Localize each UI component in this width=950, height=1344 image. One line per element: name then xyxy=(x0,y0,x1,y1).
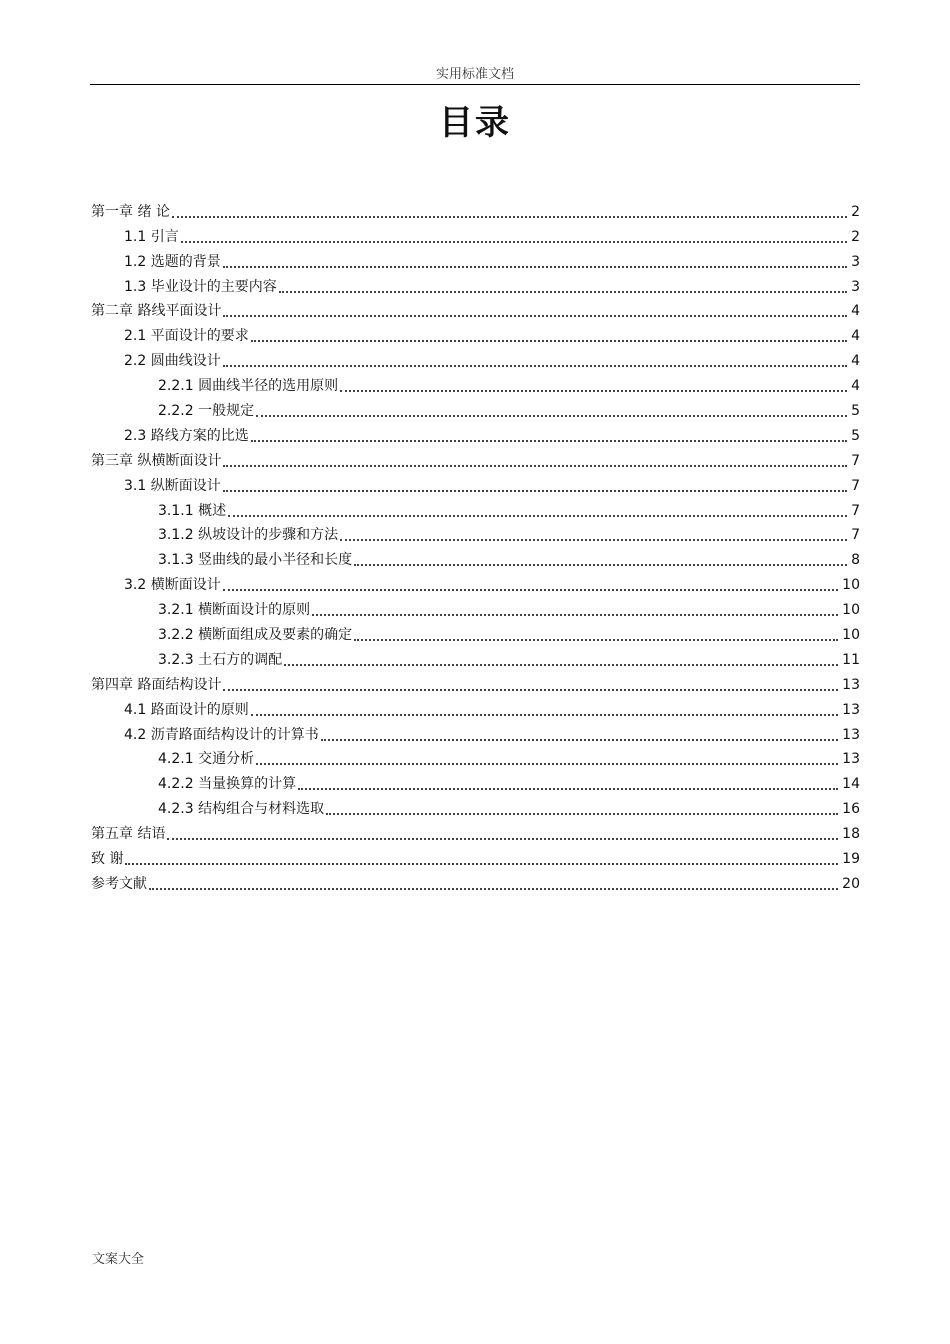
toc-dot-leader xyxy=(354,564,847,566)
toc-entry-page-number: 7 xyxy=(851,477,860,494)
toc-entry[interactable] xyxy=(91,571,860,596)
toc-entry-label: 2.2.1 圆曲线半径的选用原则 xyxy=(158,378,339,395)
toc-entry-page-number: 4 xyxy=(851,328,860,345)
toc-dot-leader xyxy=(181,241,847,243)
toc-entry-label: 3.1.1 概述 xyxy=(158,502,227,519)
toc-dot-leader xyxy=(223,465,847,467)
toc-entry[interactable] xyxy=(91,721,860,746)
toc-entry-page-number: 7 xyxy=(851,527,860,544)
toc-entry-label: 1.3 毕业设计的主要内容 xyxy=(124,278,277,295)
toc-entry[interactable] xyxy=(91,746,860,771)
toc-entry-page-number: 10 xyxy=(842,602,860,619)
toc-entry-label: 3.1 纵断面设计 xyxy=(124,477,221,494)
toc-entry-label: 第四章 路面结构设计 xyxy=(91,676,222,693)
toc-entry-page-number: 7 xyxy=(851,502,860,519)
toc-entry-page-number: 3 xyxy=(851,253,860,270)
toc-entry-label: 第三章 纵横断面设计 xyxy=(91,452,222,469)
toc-entry-label: 2.2 圆曲线设计 xyxy=(124,353,221,370)
toc-entry[interactable] xyxy=(91,198,860,223)
toc-dot-leader xyxy=(251,714,838,716)
toc-entry[interactable] xyxy=(91,472,860,497)
toc-dot-leader xyxy=(223,689,838,691)
toc-entry[interactable] xyxy=(91,671,860,696)
toc-entry-label: 4.2 沥青路面结构设计的计算书 xyxy=(124,726,319,743)
toc-dot-leader xyxy=(312,614,838,616)
toc-dot-leader xyxy=(279,291,847,293)
toc-entry-label: 第一章 绪 论 xyxy=(91,203,170,220)
toc-entry-page-number: 20 xyxy=(842,875,860,892)
toc-dot-leader xyxy=(321,739,838,741)
toc-entry-label: 3.2.3 土石方的调配 xyxy=(158,651,283,668)
toc-entry[interactable] xyxy=(91,372,860,397)
toc-entry-label: 4.2.1 交通分析 xyxy=(158,751,255,768)
toc-entry-label: 4.2.3 结构组合与材料选取 xyxy=(158,801,325,818)
toc-entry[interactable] xyxy=(91,397,860,422)
toc-dot-leader xyxy=(149,888,838,890)
toc-entry-page-number: 4 xyxy=(851,378,860,395)
toc-entry[interactable] xyxy=(91,795,860,820)
toc-entry-page-number: 2 xyxy=(851,228,860,245)
toc-entry[interactable] xyxy=(91,522,860,547)
toc-entry[interactable] xyxy=(91,596,860,621)
toc-dot-leader xyxy=(251,340,847,342)
toc-entry[interactable] xyxy=(91,646,860,671)
toc-entry-label: 2.3 路线方案的比选 xyxy=(124,427,249,444)
toc-entry-page-number: 19 xyxy=(842,851,860,868)
table-of-contents xyxy=(91,198,860,895)
toc-entry[interactable] xyxy=(91,248,860,273)
toc-entry-page-number: 13 xyxy=(842,701,860,718)
toc-entry[interactable] xyxy=(91,447,860,472)
toc-entry-page-number: 7 xyxy=(851,452,860,469)
toc-entry-page-number: 10 xyxy=(842,577,860,594)
toc-entry-page-number: 18 xyxy=(842,826,860,843)
toc-entry[interactable] xyxy=(91,845,860,870)
toc-dot-leader xyxy=(256,415,847,417)
toc-entry-label: 参考文献 xyxy=(91,875,147,892)
toc-dot-leader xyxy=(340,390,847,392)
page-header: 实用标准文档 xyxy=(90,66,860,85)
toc-entry[interactable] xyxy=(91,621,860,646)
toc-dot-leader xyxy=(223,589,838,591)
toc-entry[interactable] xyxy=(91,497,860,522)
toc-entry-page-number: 8 xyxy=(851,552,860,569)
toc-entry-label: 4.2.2 当量换算的计算 xyxy=(158,776,297,793)
toc-entry-page-number: 4 xyxy=(851,353,860,370)
page-footer: 文案大全 xyxy=(92,1252,145,1267)
toc-dot-leader xyxy=(326,813,838,815)
toc-entry[interactable] xyxy=(91,546,860,571)
toc-dot-leader xyxy=(223,490,847,492)
toc-dot-leader xyxy=(172,216,847,218)
toc-entry-page-number: 5 xyxy=(851,427,860,444)
toc-dot-leader xyxy=(125,863,838,865)
toc-dot-leader xyxy=(256,763,838,765)
toc-entry-label: 第五章 结语 xyxy=(91,826,166,843)
toc-dot-leader xyxy=(340,539,847,541)
toc-entry[interactable] xyxy=(91,273,860,298)
toc-entry[interactable] xyxy=(91,820,860,845)
toc-entry-page-number: 10 xyxy=(842,627,860,644)
toc-dot-leader xyxy=(223,266,847,268)
toc-entry[interactable] xyxy=(91,870,860,895)
toc-dot-leader xyxy=(167,838,838,840)
toc-dot-leader xyxy=(223,365,847,367)
toc-entry-label: 致 谢 xyxy=(91,851,124,868)
toc-entry-page-number: 13 xyxy=(842,751,860,768)
toc-entry-label: 3.1.2 纵坡设计的步骤和方法 xyxy=(158,527,339,544)
toc-entry-page-number: 11 xyxy=(842,651,860,668)
toc-entry-label: 4.1 路面设计的原则 xyxy=(124,701,249,718)
toc-entry-page-number: 4 xyxy=(851,303,860,320)
toc-entry-label: 3.2.1 横断面设计的原则 xyxy=(158,602,311,619)
toc-entry-label: 3.2 横断面设计 xyxy=(124,577,221,594)
toc-entry-label: 3.1.3 竖曲线的最小半径和长度 xyxy=(158,552,353,569)
toc-entry[interactable] xyxy=(91,322,860,347)
toc-entry[interactable] xyxy=(91,422,860,447)
toc-dot-leader xyxy=(228,515,847,517)
toc-entry-page-number: 13 xyxy=(842,676,860,693)
toc-entry-page-number: 13 xyxy=(842,726,860,743)
toc-entry-page-number: 3 xyxy=(851,278,860,295)
toc-entry-label: 1.2 选题的背景 xyxy=(124,253,221,270)
toc-entry-label: 3.2.2 横断面组成及要素的确定 xyxy=(158,627,353,644)
toc-entry[interactable] xyxy=(91,298,860,323)
toc-entry-label: 2.2.2 一般规定 xyxy=(158,403,255,420)
toc-entry-label: 第二章 路线平面设计 xyxy=(91,303,222,320)
toc-entry-label: 1.1 引言 xyxy=(124,228,179,245)
toc-entry-page-number: 2 xyxy=(851,203,860,220)
toc-dot-leader xyxy=(298,788,838,790)
toc-entry-page-number: 5 xyxy=(851,403,860,420)
toc-entry-label: 2.1 平面设计的要求 xyxy=(124,328,249,345)
toc-entry[interactable] xyxy=(91,770,860,795)
toc-entry[interactable] xyxy=(91,223,860,248)
toc-dot-leader xyxy=(223,315,847,317)
toc-dot-leader xyxy=(354,639,838,641)
toc-entry-page-number: 14 xyxy=(842,776,860,793)
toc-entry[interactable] xyxy=(91,696,860,721)
toc-dot-leader xyxy=(251,440,847,442)
page-title: 目录 xyxy=(439,103,511,143)
toc-entry[interactable] xyxy=(91,347,860,372)
toc-entry-page-number: 16 xyxy=(842,801,860,818)
toc-dot-leader xyxy=(284,664,838,666)
